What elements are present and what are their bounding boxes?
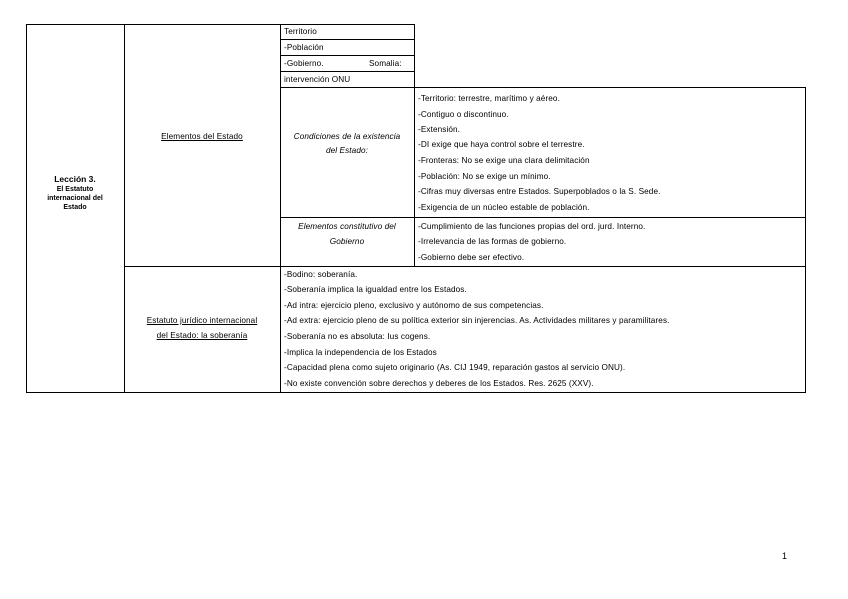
list-item: -Ad extra: ejercicio pleno de su política exterior sin injerencias. As. Actividades militares y paramilitares. [284,316,670,325]
list-item: -Implica la independencia de los Estados [284,348,437,357]
lesson-subtitle-line: internacional del [47,195,103,202]
item-gobierno: -Gobierno. [284,59,324,68]
list-item: -Bodino: soberanía. [284,270,358,279]
section-heading-elementos: Elementos del Estado [161,132,243,141]
lesson-title-cell [26,174,124,212]
item-territorio: Territorio [284,27,317,36]
lesson-subtitle-line: El Estatuto [56,186,94,193]
list-item: -Irrelevancia de las formas de gobierno. [418,237,567,246]
lesson-title: Lección 3. [54,174,96,184]
list-item: -Capacidad plena como sujeto originario (As. CIJ 1949, reparación gastos al servicio ONU). [284,363,626,372]
list-item: -Soberanía implica la igualdad entre los Estados. [284,285,467,294]
page-number: 1 [782,551,788,561]
list-item: -Soberanía no es absoluta: Ius cogens. [284,332,431,341]
item-poblacion: -Población [284,43,324,52]
list-item: -Ad intra: ejercicio pleno, exclusivo y autónomo de sus competencias. [284,301,544,310]
section-heading-soberania: Estatuto jurídico internacional [146,316,258,325]
list-item: -DI exige que haya control sobre el terrestre. [418,140,585,149]
list-item: -Contiguo o discontinuo. [418,110,509,119]
lesson-subtitle-line: Estado [63,204,87,211]
list-item: -Fronteras: No se exige una clara delimitación [418,156,590,165]
subgroup-heading-gobierno: Elementos constitutivo del [298,222,396,231]
subgroup-heading-condiciones: Condiciones de la existencia [293,132,401,141]
section-heading-soberania: del Estado: la soberanía [156,331,248,340]
list-item: -Gobierno debe ser efectivo. [418,253,525,262]
subgroup-heading-condiciones: del Estado: [325,146,369,155]
list-item: -Exigencia de un núcleo estable de población. [418,203,590,212]
list-item: -Cumplimiento de las funciones propias del ord. jurd. Interno. [418,222,646,231]
list-item: -Población: No se exige un mínimo. [418,172,551,181]
item-gobierno-onu: intervención ONU [284,75,351,84]
list-item: -Territorio: terrestre, marítimo y aéreo. [418,94,560,103]
list-item: -Cifras muy diversas entre Estados. Superpoblados o la S. Sede. [418,187,661,196]
list-item: -Extensión. [418,125,461,134]
subgroup-heading-gobierno: Gobierno [329,237,365,246]
list-item: -No existe convención sobre derechos y deberes de los Estados. Res. 2625 (XXV). [284,379,594,388]
item-gobierno-somalia: Somalia: [369,59,402,68]
